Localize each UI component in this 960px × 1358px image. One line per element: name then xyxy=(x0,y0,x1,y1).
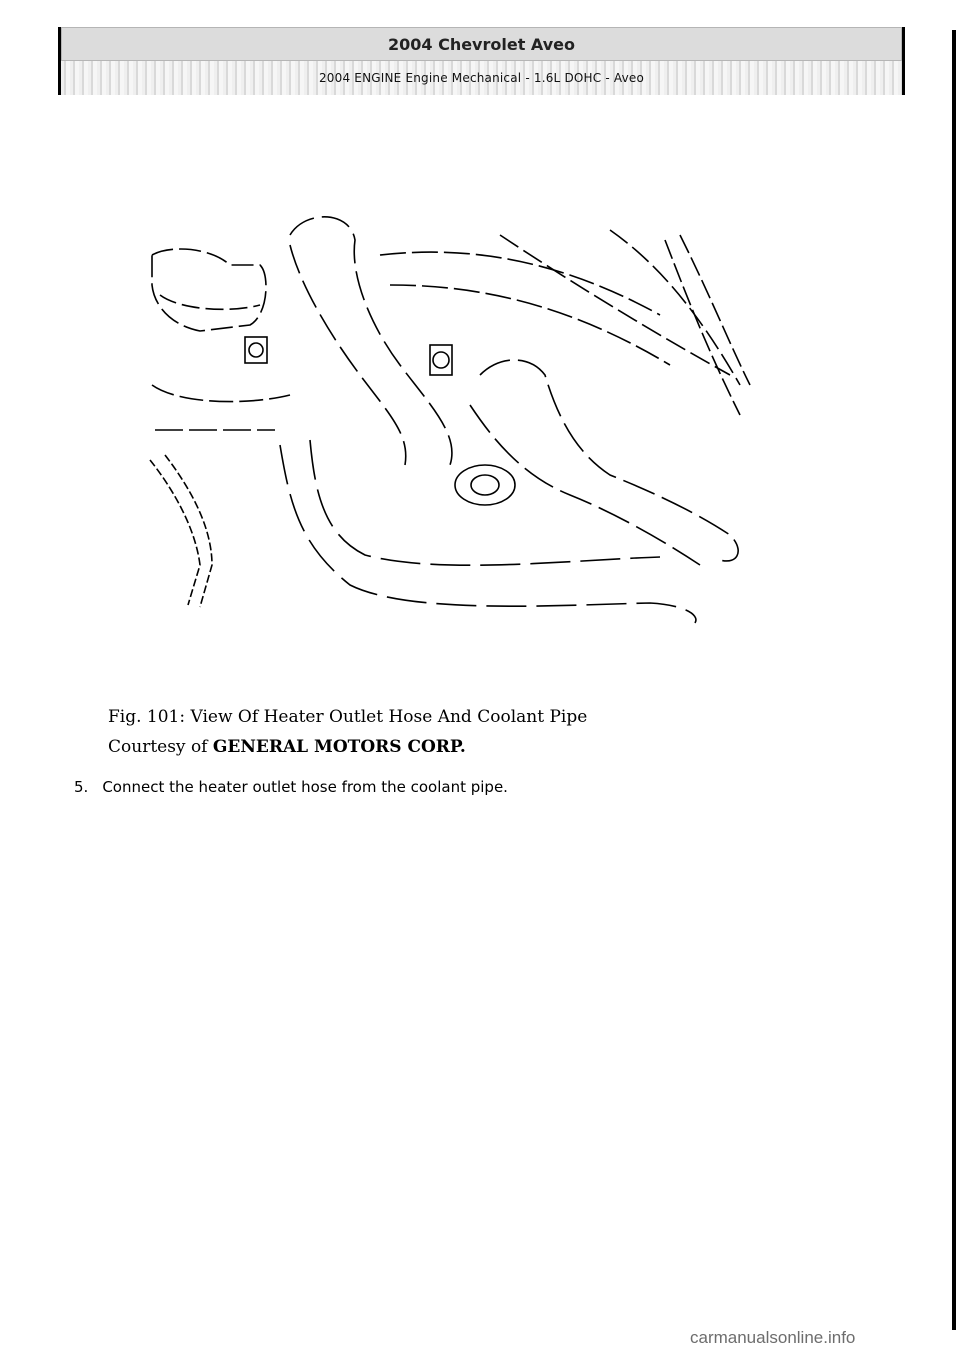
step-number: 5. xyxy=(74,778,89,796)
procedure-step xyxy=(74,778,508,796)
caption-title: Fig. 101: View Of Heater Outlet Hose And Coolant Pipe xyxy=(108,707,588,727)
caption-credit-prefix: Courtesy of xyxy=(108,737,208,757)
page-right-rule xyxy=(952,30,956,1330)
document-header xyxy=(58,27,905,95)
watermark: carmanualsonline.info xyxy=(690,1328,856,1347)
step-text: Connect the heater outlet hose from the coolant pipe. xyxy=(102,778,508,796)
figure-illustration xyxy=(140,205,760,635)
figure-caption xyxy=(108,702,587,762)
caption-credit xyxy=(108,732,587,762)
header-subtitle: 2004 ENGINE Engine Mechanical - 1.6L DOHC - Aveo xyxy=(61,61,902,95)
heater-hose-diagram xyxy=(140,205,760,635)
header-title: 2004 Chevrolet Aveo xyxy=(61,27,902,61)
caption-credit-company: GENERAL MOTORS CORP. xyxy=(212,737,466,757)
